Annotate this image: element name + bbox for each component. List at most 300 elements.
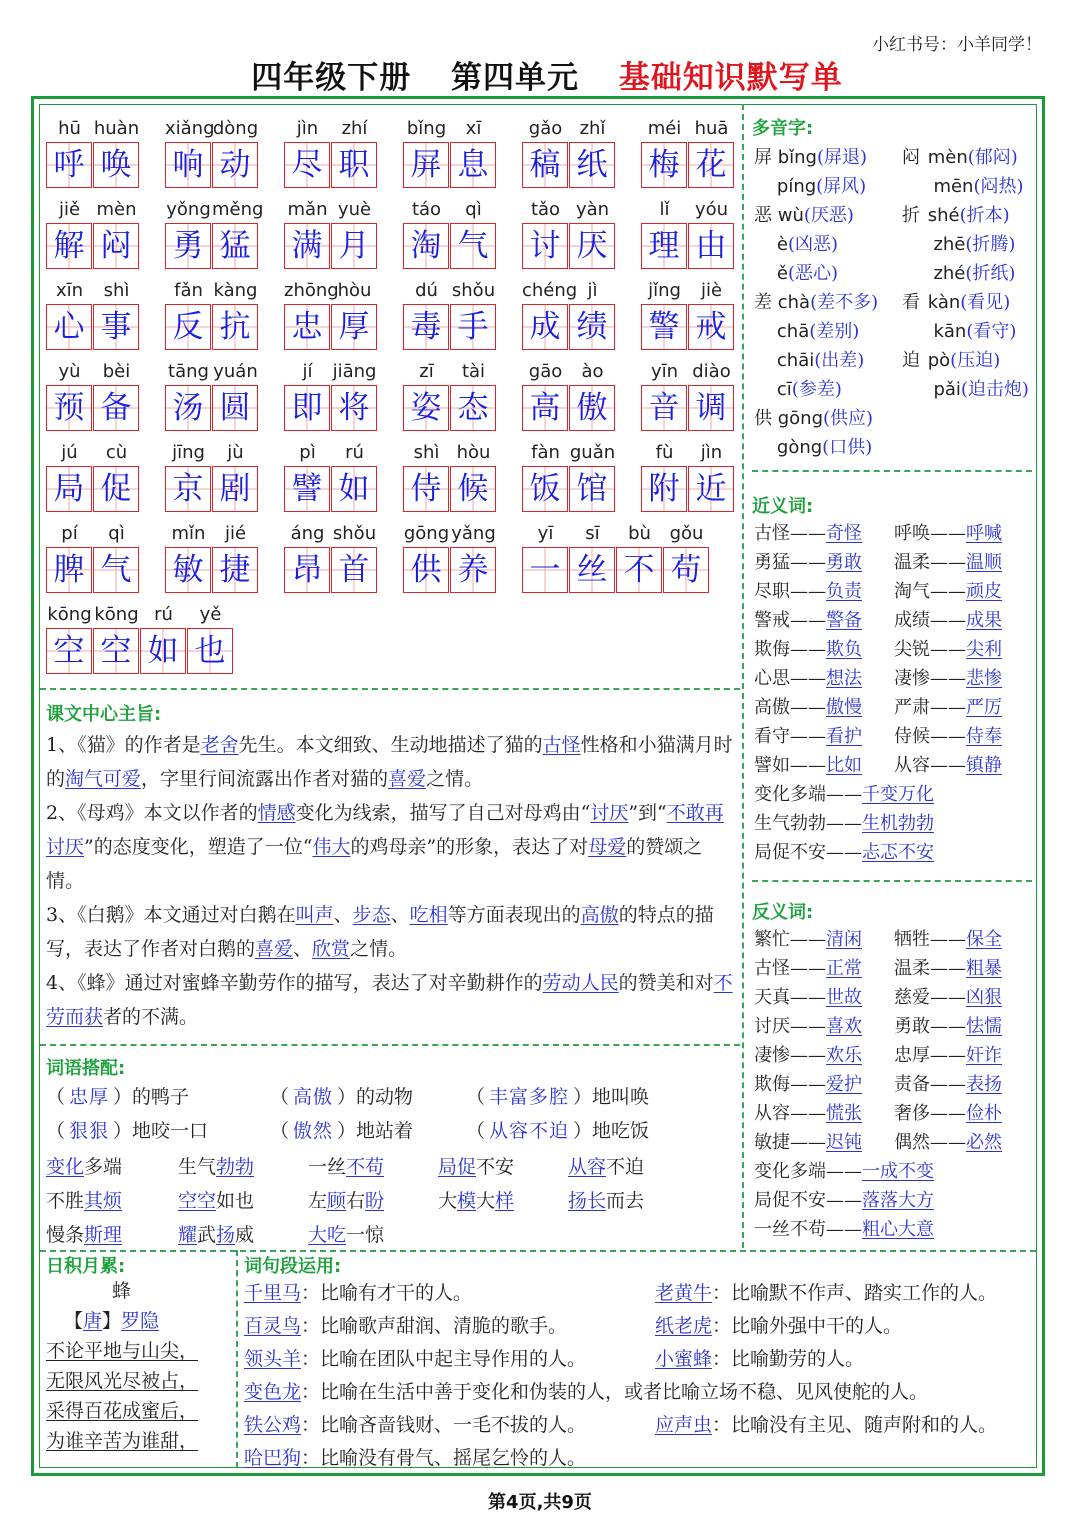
theme-text: 的鸡母亲”的形象，表达了对 <box>350 836 589 858</box>
usage-desc: ：比喻吝啬钱财、一毛不拔的人。 <box>301 1414 587 1436</box>
synonym-answer: 镇静 <box>966 755 1002 776</box>
duoyin-example: (屏风) <box>816 176 867 197</box>
antonym-answer: 欢乐 <box>826 1045 862 1066</box>
char-box: 近 <box>688 466 734 512</box>
usage-item <box>655 1410 997 1437</box>
collocation-title: 词语搭配: <box>46 1058 126 1079</box>
paren: （ <box>466 1086 486 1108</box>
idiom-text: 武 <box>197 1224 217 1246</box>
duoyin-example: (迫击炮) <box>960 379 1029 400</box>
char-boxes <box>284 547 378 593</box>
char-box: 气 <box>450 223 496 269</box>
pinyin: táo <box>411 199 442 220</box>
char-boxes <box>522 385 616 431</box>
title-grade: 四年级下册 <box>251 60 412 96</box>
synonym-pair <box>894 519 1002 545</box>
pinyin: qì <box>108 523 125 544</box>
char-box: 满 <box>284 223 330 269</box>
duoyin-example: (厌恶) <box>803 205 854 226</box>
idiom-item <box>308 1152 384 1179</box>
char-boxes <box>46 385 140 431</box>
theme-text: 2、《母鸡》本文以作者的 <box>46 802 258 824</box>
collocation-item <box>270 1082 413 1109</box>
char-boxes <box>641 466 735 512</box>
char-boxes <box>403 466 497 512</box>
pinyin: dòng <box>212 118 259 139</box>
antonym-word: 局促不安 <box>754 1190 826 1211</box>
pinyin: jìn <box>700 442 723 463</box>
idiom-text: 左 <box>308 1190 328 1212</box>
pinyin: jīng <box>172 442 205 463</box>
pinyin: yù <box>58 361 81 382</box>
char-box: 职 <box>331 142 377 188</box>
char-box: 预 <box>46 385 92 431</box>
collocation-item <box>46 1116 208 1143</box>
watermark-text: 小红书号：小羊同学！ <box>872 35 1042 55</box>
char-box: 猛 <box>212 223 258 269</box>
duoyin-char: 看 <box>902 292 920 313</box>
pinyin: xiǎng <box>165 118 215 139</box>
pinyin-row <box>284 280 378 304</box>
char-boxes <box>46 547 140 593</box>
bracket-close: 】 <box>102 1310 122 1332</box>
poem-author-line <box>64 1306 159 1333</box>
poem-author: 罗隐 <box>121 1310 160 1332</box>
theme-text: 之情。 <box>350 938 408 960</box>
paren: （ <box>466 1120 486 1142</box>
dash: —— <box>790 1132 826 1153</box>
collocation-item <box>46 1082 189 1109</box>
idiom-item <box>308 1220 384 1247</box>
usage-term: 纸老虎 <box>655 1315 713 1337</box>
theme-text: ”到“ <box>628 802 667 824</box>
char-box: 讨 <box>522 223 568 269</box>
dash: —— <box>930 929 966 950</box>
char-boxes <box>165 304 259 350</box>
char-box: 呼 <box>46 142 92 188</box>
char-boxes <box>284 223 378 269</box>
usage-term: 百灵鸟 <box>244 1315 302 1337</box>
usage-desc: ：比喻勤劳的人。 <box>712 1348 865 1370</box>
idiom-answer: 扬 <box>216 1224 236 1246</box>
theme-keyword: 情感 <box>257 802 296 824</box>
char-box: 将 <box>331 385 377 431</box>
idiom-text: 多端 <box>84 1156 123 1178</box>
antonym-word: 敏捷 <box>754 1132 790 1153</box>
dash: —— <box>790 697 826 718</box>
synonym-word: 温柔 <box>894 552 930 573</box>
duoyin-example: (出差) <box>814 350 865 371</box>
dash: —— <box>930 552 966 573</box>
char-box: 绩 <box>569 304 615 350</box>
theme-text: 、 <box>390 904 410 926</box>
duoyin-pinyin: zhé <box>922 263 966 284</box>
divider-duoyin <box>752 470 1032 472</box>
dash: —— <box>930 1045 966 1066</box>
duoyin-line <box>754 201 854 227</box>
usage-title: 词句段运用: <box>244 1256 342 1277</box>
pinyin: pì <box>299 442 316 463</box>
dash: —— <box>826 1219 862 1240</box>
pinyin: zhǐ <box>579 118 606 139</box>
char-box: 梅 <box>641 142 687 188</box>
synonym-pair <box>754 780 934 806</box>
theme-keyword: 叫声 <box>295 904 334 926</box>
antonym-pair <box>754 1099 862 1125</box>
duoyin-example: (供应) <box>823 408 874 429</box>
char-boxes <box>46 304 140 350</box>
pinyin: rú <box>345 442 364 463</box>
char-boxes <box>522 304 616 350</box>
char-box: 气 <box>93 547 139 593</box>
char-box: 附 <box>641 466 687 512</box>
synonym-word: 从容 <box>894 755 930 776</box>
synonym-word: 生气勃勃 <box>754 813 826 834</box>
pinyin: chéng <box>522 280 578 301</box>
pinyin: jiě <box>58 199 81 220</box>
char-boxes <box>403 547 497 593</box>
char-box: 候 <box>450 466 496 512</box>
synonym-answer: 欺负 <box>826 639 862 660</box>
bracket-open: 【 <box>64 1310 84 1332</box>
char-box: 备 <box>93 385 139 431</box>
char-box: 圆 <box>212 385 258 431</box>
antonym-answer: 慌张 <box>826 1103 862 1124</box>
char-box: 譬 <box>284 466 330 512</box>
char-box: 促 <box>93 466 139 512</box>
pinyin-row <box>284 361 378 385</box>
usage-term: 哈巴狗 <box>244 1447 302 1469</box>
idiom-text: 不迫 <box>606 1156 645 1178</box>
dash: —— <box>790 523 826 544</box>
dash: —— <box>930 1103 966 1124</box>
duoyin-example: (看守) <box>966 321 1017 342</box>
duoyin-pinyin: è <box>754 234 788 255</box>
char-boxes <box>284 304 378 350</box>
antonym-answer: 俭朴 <box>966 1103 1002 1124</box>
duoyin-example: (折本) <box>959 205 1010 226</box>
pinyin: gǎo <box>528 118 563 139</box>
pinyin-row <box>46 523 140 547</box>
dash: —— <box>930 1074 966 1095</box>
usage-term: 变色龙 <box>244 1381 302 1403</box>
pinyin-row <box>165 361 259 385</box>
usage-item <box>655 1344 864 1371</box>
theme-text: 、 <box>293 938 313 960</box>
collocation-item <box>270 1116 413 1143</box>
dash: —— <box>790 958 826 979</box>
char-box: 纸 <box>569 142 615 188</box>
idiom-item <box>178 1220 254 1247</box>
pinyin: hòu <box>337 280 372 301</box>
pinyin-row <box>641 442 735 466</box>
duoyin-example: (压迫) <box>950 350 1001 371</box>
pinyin-row <box>284 442 378 466</box>
dash: —— <box>930 726 966 747</box>
synonym-pair <box>754 548 862 574</box>
char-boxes <box>403 142 497 188</box>
collocation-answer: 狠狠 <box>69 1120 110 1142</box>
antonym-pair <box>894 1128 1002 1154</box>
duoyin-pinyin: cī <box>754 379 792 400</box>
pinyin-row <box>165 523 259 547</box>
poem-name: 蜂 <box>112 1280 132 1302</box>
title-unit: 第四单元 <box>451 60 579 96</box>
usage-term: 老黄牛 <box>655 1282 713 1304</box>
pinyin: jù <box>227 442 244 463</box>
pinyin: mǎn <box>287 199 328 220</box>
duoyin-line <box>754 143 867 169</box>
idiom-text: 如也 <box>216 1190 255 1212</box>
dash: —— <box>790 1103 826 1124</box>
char-box: 戒 <box>688 304 734 350</box>
idiom-text: 一丝 <box>308 1156 347 1178</box>
dash: —— <box>930 639 966 660</box>
char-box: 供 <box>403 547 449 593</box>
paren: （ <box>46 1086 66 1108</box>
pinyin-row <box>522 442 616 466</box>
pinyin-row <box>284 523 378 547</box>
collocation-text: ）地咬一口 <box>113 1120 209 1142</box>
synonym-word: 高傲 <box>754 697 790 718</box>
idiom-text: 不安 <box>476 1156 515 1178</box>
pinyin: bǐng <box>406 118 447 139</box>
pinyin-row <box>522 199 616 223</box>
pinyin-row <box>641 361 735 385</box>
pinyin-row <box>403 280 497 304</box>
char-box: 态 <box>450 385 496 431</box>
char-box: 京 <box>165 466 211 512</box>
antonym-word: 偶然 <box>894 1132 930 1153</box>
char-box: 事 <box>93 304 139 350</box>
pinyin: kōng <box>94 604 139 625</box>
synonym-word: 尽职 <box>754 581 790 602</box>
antonym-word: 变化多端 <box>754 1161 826 1182</box>
char-box: 空 <box>93 628 139 674</box>
pinyin-row <box>522 523 710 547</box>
theme-title: 课文中心主旨: <box>46 704 162 725</box>
pinyin: bù <box>628 523 651 544</box>
usage-term: 小蜜蜂 <box>655 1348 713 1370</box>
antonym-answer: 正常 <box>826 958 862 979</box>
antonym-answer: 迟钝 <box>826 1132 862 1153</box>
duoyin-pinyin: pò <box>922 350 951 371</box>
theme-paragraph <box>46 728 736 796</box>
synonym-pair <box>894 606 1002 632</box>
antonym-answer: 落落大方 <box>862 1190 934 1211</box>
theme-keyword: 喜爱 <box>255 938 294 960</box>
theme-keyword: 讨厌 <box>590 802 629 824</box>
antonym-word: 忠厚 <box>894 1045 930 1066</box>
collocation-text: ）的鸭子 <box>113 1086 190 1108</box>
theme-text: 的赞颂之情。 <box>46 836 703 892</box>
theme-keyword: 劳动人民 <box>542 972 619 994</box>
antonym-word: 繁忙 <box>754 929 790 950</box>
synonym-pair <box>894 722 1002 748</box>
char-boxes <box>522 142 616 188</box>
duoyin-line <box>902 230 1015 256</box>
synonym-pair <box>754 751 862 777</box>
char-box: 昂 <box>284 547 330 593</box>
pinyin: sī <box>585 523 600 544</box>
synonym-answer: 生机勃勃 <box>862 813 934 834</box>
divider-vocab <box>40 688 740 690</box>
synonym-answer: 比如 <box>826 755 862 776</box>
idiom-text: 大 <box>476 1190 496 1212</box>
usage-desc: ：比喻外强中干的人。 <box>712 1315 903 1337</box>
usage-desc: ：比喻有才干的人。 <box>301 1282 473 1304</box>
idiom-answer: 从容 <box>568 1156 607 1178</box>
idiom-answer: 模 <box>457 1190 477 1212</box>
duoyin-pinyin: pǎi <box>922 379 961 400</box>
collocation-text: ）地站着 <box>337 1120 414 1142</box>
pinyin: gāo <box>528 361 563 382</box>
antonym-pair <box>894 1012 1002 1038</box>
pinyin: gǒu <box>669 523 704 544</box>
dash: —— <box>930 755 966 776</box>
duoyin-line <box>902 288 1010 314</box>
duoyin-pinyin: zhē <box>922 234 966 255</box>
synonym-pair <box>754 606 862 632</box>
synonym-answer: 忐忑不安 <box>862 842 934 863</box>
dash: —— <box>826 813 862 834</box>
poem-line: 不论平地与山尖， <box>46 1340 199 1362</box>
antonym-word: 一丝不苟 <box>754 1219 826 1240</box>
synonym-word: 变化多端 <box>754 784 826 805</box>
char-boxes <box>641 385 735 431</box>
theme-keyword: 不劳而获 <box>46 972 733 1028</box>
theme-text: 变化为线索，描写了自己对母鸡由“ <box>295 802 591 824</box>
char-box: 息 <box>450 142 496 188</box>
synonym-pair <box>754 519 862 545</box>
duoyin-example: (屏退) <box>816 147 868 168</box>
synonym-pair <box>754 809 934 835</box>
usage-item <box>244 1278 472 1305</box>
antonym-pair <box>754 1041 862 1067</box>
idiom-text: 大 <box>438 1190 458 1212</box>
dash: —— <box>826 1190 862 1211</box>
pinyin-row <box>403 361 497 385</box>
antonym-pair <box>754 983 862 1009</box>
duoyin-pinyin: chā <box>754 321 810 342</box>
antonym-answer: 凶狠 <box>966 987 1002 1008</box>
title-main: 基础知识默写单 <box>618 60 843 96</box>
pinyin: jú <box>61 442 78 463</box>
idiom-answer: 空空 <box>178 1190 217 1212</box>
char-box: 首 <box>331 547 377 593</box>
theme-keyword: 不敢再讨厌 <box>46 802 724 858</box>
duoyin-example: (恶心) <box>787 263 839 284</box>
usage-desc: ：比喻在生活中善于变化和伪装的人，或者比喻立场不稳、见风使舵的人。 <box>301 1381 929 1403</box>
synonym-word: 严肃 <box>894 697 930 718</box>
synonym-answer: 成果 <box>966 610 1002 631</box>
char-box: 丝 <box>569 547 615 593</box>
duoyin-example: (参差) <box>791 379 842 400</box>
page-footer: 第4页,共9页 <box>488 1492 592 1513</box>
duoyin-pinyin: chāi <box>754 350 815 371</box>
pinyin: tǎo <box>530 199 561 220</box>
char-box: 不 <box>616 547 662 593</box>
antonym-pair <box>894 983 1002 1009</box>
pinyin: jì <box>587 280 598 301</box>
idiom-answer: 耀 <box>178 1224 198 1246</box>
char-box: 调 <box>688 385 734 431</box>
char-boxes <box>403 304 497 350</box>
divider-theme <box>40 1044 740 1046</box>
duoyin-line <box>902 375 1029 401</box>
duoyin-pinyin: gōng <box>772 408 823 429</box>
antonym-word: 古怪 <box>754 958 790 979</box>
pinyin: jié <box>224 523 247 544</box>
antonym-pair <box>754 925 862 951</box>
theme-text: 的特点的描写，表达了作者对白鹅的 <box>46 904 714 960</box>
char-boxes <box>165 142 259 188</box>
pinyin-row <box>641 118 735 142</box>
synonym-answer: 严厉 <box>966 697 1002 718</box>
antonym-word: 温柔 <box>894 958 930 979</box>
antonym-word: 勇敢 <box>894 1016 930 1037</box>
collocation-text: ）的动物 <box>337 1086 414 1108</box>
duoyin-example: (差不多) <box>810 292 879 313</box>
pinyin: yuán <box>213 361 258 382</box>
theme-text: 者的不满。 <box>103 1006 199 1028</box>
pinyin: jí <box>302 361 313 382</box>
usage-term: 领头羊 <box>244 1348 302 1370</box>
idiom-answer: 盼 <box>365 1190 385 1212</box>
antonym-pair <box>894 954 1002 980</box>
char-boxes <box>522 547 710 593</box>
char-boxes <box>641 142 735 188</box>
pinyin: huàn <box>93 118 140 139</box>
dash: —— <box>930 581 966 602</box>
duoyin-pinyin: mèn <box>922 147 968 168</box>
duoyin-line <box>754 259 838 285</box>
synonym-word: 譬如 <box>754 755 790 776</box>
idiom-item <box>438 1186 514 1213</box>
dash: —— <box>790 726 826 747</box>
pinyin: kōng <box>47 604 92 625</box>
poem-section-title: 日积月累: <box>46 1256 126 1277</box>
idiom-answer: 局促 <box>438 1156 477 1178</box>
synonym-pair <box>754 838 934 864</box>
char-box: 如 <box>140 628 186 674</box>
theme-text: ”的态度变化，塑造了一位“ <box>84 836 313 858</box>
idiom-answer: 勃勃 <box>216 1156 255 1178</box>
usage-desc: ：比喻在团队中起主导作用的人。 <box>301 1348 587 1370</box>
synonym-answer: 温顺 <box>966 552 1002 573</box>
theme-keyword: 步态 <box>352 904 391 926</box>
duoyin-line <box>754 230 838 256</box>
dash: —— <box>790 1074 826 1095</box>
pinyin: jiāng <box>332 361 377 382</box>
antonym-answer: 一成不变 <box>862 1161 934 1182</box>
pinyin: áng <box>290 523 325 544</box>
theme-text: 1、《猫》的作者是 <box>46 734 201 756</box>
usage-desc: ：比喻歌声甜润、清脆的歌手。 <box>301 1315 568 1337</box>
synonym-pair <box>894 577 1002 603</box>
dash: —— <box>930 697 966 718</box>
collocation-item <box>466 1082 649 1109</box>
pinyin-row <box>46 199 140 223</box>
antonym-pair <box>754 954 862 980</box>
usage-desc: ：比喻没有骨气、摇尾乞怜的人。 <box>301 1447 587 1469</box>
char-box: 稿 <box>522 142 568 188</box>
char-box: 苟 <box>663 547 709 593</box>
theme-keyword: 吃相 <box>409 904 448 926</box>
antonym-answer: 必然 <box>966 1132 1002 1153</box>
collocation-answer: 高傲 <box>293 1086 334 1108</box>
idiom-item <box>46 1220 122 1247</box>
